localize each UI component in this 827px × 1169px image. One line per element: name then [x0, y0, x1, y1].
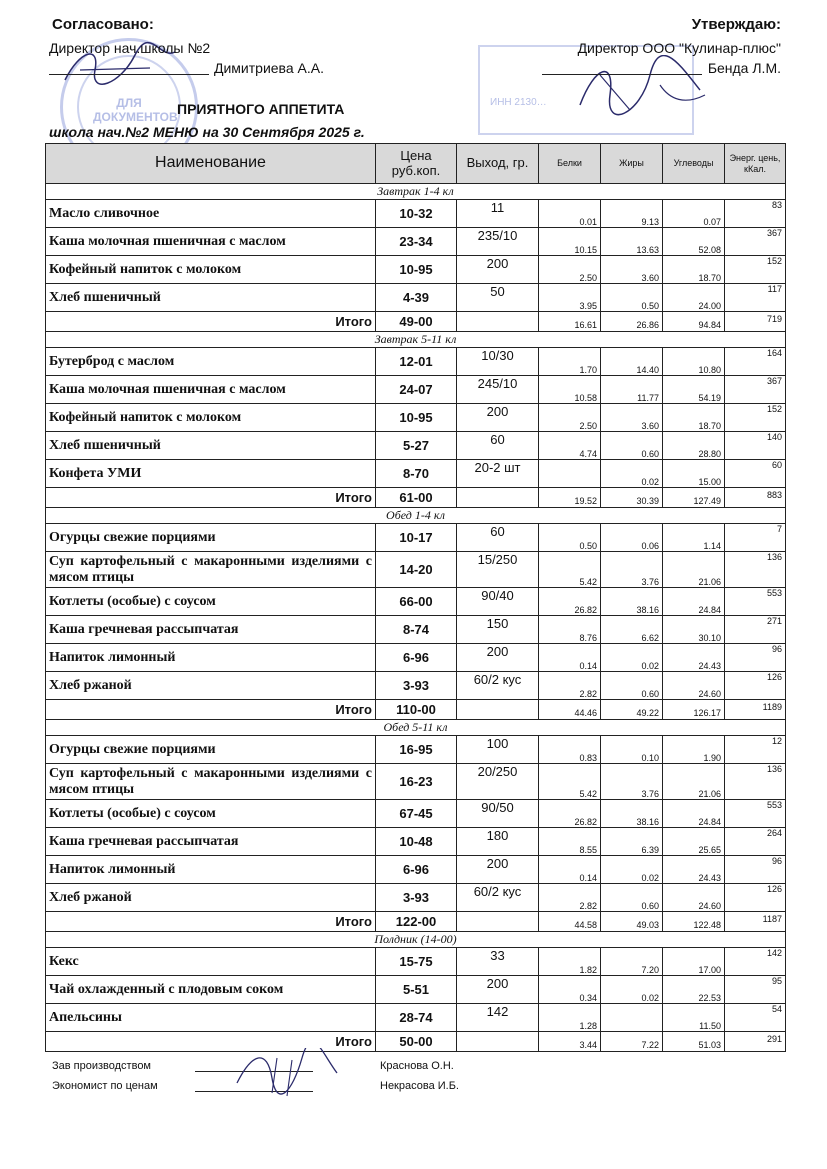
dish-carbs: 24.43: [663, 644, 725, 672]
total-protein: 19.52: [539, 488, 601, 508]
table-row: [46, 284, 786, 312]
dish-name: Хлеб ржаной: [46, 884, 376, 912]
dish-carbs: 21.06: [663, 764, 725, 800]
table-row: [46, 552, 786, 588]
dish-price: 16-95: [376, 736, 457, 764]
company-stamp-text: ИНН 2130…: [490, 97, 547, 108]
section-title: Полдник (14-00): [46, 932, 786, 948]
dish-kcal: 7: [725, 524, 786, 552]
total-output-empty: [457, 312, 539, 332]
dish-name: Масло сливочное: [46, 200, 376, 228]
dish-kcal: 136: [725, 764, 786, 800]
dish-kcal: 136: [725, 552, 786, 588]
table-row: [46, 348, 786, 376]
dish-price: 66-00: [376, 588, 457, 616]
dish-price: 3-93: [376, 884, 457, 912]
dish-price: 10-48: [376, 828, 457, 856]
dish-price: 12-01: [376, 348, 457, 376]
dish-output: 100: [457, 736, 539, 764]
dish-name: Каша молочная пшеничная с маслом: [46, 376, 376, 404]
dish-carbs: 21.06: [663, 552, 725, 588]
column-energy: Энерг. цень, кКал.: [725, 144, 786, 184]
dish-carbs: 24.43: [663, 856, 725, 884]
slogan: ПРИЯТНОГО АППЕТИТА: [177, 101, 345, 117]
dish-fat: 3.60: [601, 404, 663, 432]
dish-carbs: 25.65: [663, 828, 725, 856]
dish-fat: 6.39: [601, 828, 663, 856]
dish-name: Котлеты (особые) с соусом: [46, 588, 376, 616]
total-row: [46, 700, 786, 720]
dish-kcal: 264: [725, 828, 786, 856]
section-row: [46, 932, 786, 948]
dish-output: 60/2 кус: [457, 884, 539, 912]
dish-output: 142: [457, 1004, 539, 1032]
section-row: [46, 184, 786, 200]
dish-name: Каша гречневая рассыпчатая: [46, 828, 376, 856]
total-row: [46, 912, 786, 932]
dish-carbs: 24.84: [663, 588, 725, 616]
dish-name: Напиток лимонный: [46, 856, 376, 884]
approved-left-position: Директор нач.школы №2: [49, 40, 211, 56]
total-price: 49-00: [376, 312, 457, 332]
total-carbs: 51.03: [663, 1032, 725, 1052]
dish-price: 3-93: [376, 672, 457, 700]
total-output-empty: [457, 912, 539, 932]
dish-price: 10-95: [376, 404, 457, 432]
dish-carbs: 18.70: [663, 404, 725, 432]
dish-output: 11: [457, 200, 539, 228]
total-label: Итого: [46, 1032, 376, 1052]
column-fat: Жиры: [601, 144, 663, 184]
dish-fat: 3.60: [601, 256, 663, 284]
dish-protein: 8.55: [539, 828, 601, 856]
total-kcal: 1189: [725, 700, 786, 720]
total-fat: 49.22: [601, 700, 663, 720]
dish-name: Чай охлажденный с плодовым соком: [46, 976, 376, 1004]
dish-protein: 2.50: [539, 256, 601, 284]
dish-protein: 0.34: [539, 976, 601, 1004]
total-row: [46, 312, 786, 332]
dish-name: Конфета УМИ: [46, 460, 376, 488]
dish-output: 60: [457, 432, 539, 460]
dish-kcal: 152: [725, 404, 786, 432]
approved-right-position: Директор ООО "Кулинар-плюс": [577, 40, 781, 56]
dish-fat: 6.62: [601, 616, 663, 644]
total-output-empty: [457, 488, 539, 508]
table-row: [46, 616, 786, 644]
dish-fat: 0.60: [601, 432, 663, 460]
table-row: [46, 764, 786, 800]
dish-protein: 5.42: [539, 764, 601, 800]
dish-output: 200: [457, 404, 539, 432]
dish-name: Напиток лимонный: [46, 644, 376, 672]
dish-price: 23-34: [376, 228, 457, 256]
dish-protein: 2.50: [539, 404, 601, 432]
dish-output: 200: [457, 976, 539, 1004]
dish-output: 20/250: [457, 764, 539, 800]
dish-kcal: 95: [725, 976, 786, 1004]
dish-output: 180: [457, 828, 539, 856]
dish-name: Котлеты (особые) с соусом: [46, 800, 376, 828]
dish-protein: 8.76: [539, 616, 601, 644]
dish-fat: 0.60: [601, 672, 663, 700]
dish-carbs: 1.90: [663, 736, 725, 764]
dish-protein: 4.74: [539, 432, 601, 460]
dish-output: 20-2 шт: [457, 460, 539, 488]
dish-fat: 0.06: [601, 524, 663, 552]
dish-price: 15-75: [376, 948, 457, 976]
dish-carbs: 24.00: [663, 284, 725, 312]
dish-price: 10-95: [376, 256, 457, 284]
dish-protein: 26.82: [539, 588, 601, 616]
dish-fat: 0.02: [601, 856, 663, 884]
dish-output: 200: [457, 644, 539, 672]
dish-carbs: 0.07: [663, 200, 725, 228]
total-kcal: 1187: [725, 912, 786, 932]
dish-carbs: 30.10: [663, 616, 725, 644]
right-signature-line: [542, 74, 702, 75]
total-row: [46, 1032, 786, 1052]
table-row: [46, 460, 786, 488]
total-kcal: 291: [725, 1032, 786, 1052]
dish-protein: 2.82: [539, 884, 601, 912]
total-price: 50-00: [376, 1032, 457, 1052]
dish-name: Хлеб ржаной: [46, 672, 376, 700]
dish-name: Кофейный напиток с молоком: [46, 256, 376, 284]
total-fat: 30.39: [601, 488, 663, 508]
dish-carbs: 18.70: [663, 256, 725, 284]
dish-carbs: 1.14: [663, 524, 725, 552]
dish-fat: 38.16: [601, 800, 663, 828]
dish-output: 200: [457, 256, 539, 284]
total-protein: 3.44: [539, 1032, 601, 1052]
total-kcal: 719: [725, 312, 786, 332]
dish-fat: 38.16: [601, 588, 663, 616]
dish-output: 150: [457, 616, 539, 644]
dish-price: 10-17: [376, 524, 457, 552]
approved-left-signatory: Димитриева А.А.: [214, 60, 324, 76]
column-output: Выход, гр.: [457, 144, 539, 184]
total-protein: 16.61: [539, 312, 601, 332]
dish-kcal: 96: [725, 644, 786, 672]
total-output-empty: [457, 700, 539, 720]
footer: [52, 1060, 792, 1100]
dish-carbs: 10.80: [663, 348, 725, 376]
dish-price: 6-96: [376, 644, 457, 672]
dish-name: Суп картофельный с макаронными изделиями с мясом птицы: [46, 764, 376, 800]
menu-table: [45, 143, 786, 1052]
dish-kcal: 271: [725, 616, 786, 644]
dish-fat: 0.10: [601, 736, 663, 764]
dish-output: 60/2 кус: [457, 672, 539, 700]
column-carbs: Углеводы: [663, 144, 725, 184]
dish-name: Огурцы свежие порциями: [46, 736, 376, 764]
dish-fat: 0.50: [601, 284, 663, 312]
dish-price: 28-74: [376, 1004, 457, 1032]
dish-kcal: 164: [725, 348, 786, 376]
table-row: [46, 644, 786, 672]
dish-output: 200: [457, 856, 539, 884]
dish-output: 33: [457, 948, 539, 976]
total-price: 61-00: [376, 488, 457, 508]
dish-protein: 10.58: [539, 376, 601, 404]
dish-price: 6-96: [376, 856, 457, 884]
section-row: [46, 508, 786, 524]
total-label: Итого: [46, 312, 376, 332]
signature-right: [570, 55, 710, 125]
table-row: [46, 432, 786, 460]
dish-output: 10/30: [457, 348, 539, 376]
dish-kcal: 367: [725, 228, 786, 256]
table-row: [46, 976, 786, 1004]
dish-fat: 0.02: [601, 460, 663, 488]
table-row: [46, 588, 786, 616]
dish-fat: 9.13: [601, 200, 663, 228]
dish-kcal: 126: [725, 884, 786, 912]
dish-kcal: 126: [725, 672, 786, 700]
dish-fat: 0.02: [601, 976, 663, 1004]
total-label: Итого: [46, 700, 376, 720]
dish-fat: [601, 1004, 663, 1032]
dish-name: Бутерброд с маслом: [46, 348, 376, 376]
total-price: 110-00: [376, 700, 457, 720]
dish-carbs: 54.19: [663, 376, 725, 404]
dish-output: 60: [457, 524, 539, 552]
table-row: [46, 856, 786, 884]
table-row: [46, 524, 786, 552]
dish-price: 14-20: [376, 552, 457, 588]
dish-kcal: 12: [725, 736, 786, 764]
section-row: [46, 332, 786, 348]
dish-carbs: 22.53: [663, 976, 725, 1004]
dish-output: 245/10: [457, 376, 539, 404]
dish-protein: 5.42: [539, 552, 601, 588]
footer-role-economist: Экономист по ценам: [52, 1080, 158, 1092]
dish-carbs: 11.50: [663, 1004, 725, 1032]
dish-fat: 0.02: [601, 644, 663, 672]
section-title: Обед 1-4 кл: [46, 508, 786, 524]
footer-name-economist: Некрасова И.Б.: [380, 1080, 459, 1092]
column-protein: Белки: [539, 144, 601, 184]
total-output-empty: [457, 1032, 539, 1052]
dish-kcal: 140: [725, 432, 786, 460]
table-row: [46, 828, 786, 856]
approved-right-signatory: Бенда Л.М.: [707, 60, 781, 76]
dish-price: 24-07: [376, 376, 457, 404]
dish-name: Каша молочная пшеничная с маслом: [46, 228, 376, 256]
round-stamp-text: ДЛЯ ДОКУМЕНТОВ: [93, 96, 178, 124]
total-protein: 44.46: [539, 700, 601, 720]
dish-kcal: 142: [725, 948, 786, 976]
column-name: Наименование: [46, 144, 376, 184]
dish-kcal: 553: [725, 588, 786, 616]
section-title: Завтрак 1-4 кл: [46, 184, 786, 200]
table-row: [46, 948, 786, 976]
dish-protein: 2.82: [539, 672, 601, 700]
dish-kcal: 54: [725, 1004, 786, 1032]
dish-kcal: 117: [725, 284, 786, 312]
total-label: Итого: [46, 912, 376, 932]
table-row: [46, 672, 786, 700]
dish-name: Апельсины: [46, 1004, 376, 1032]
dish-name: Кекс: [46, 948, 376, 976]
dish-name: Кофейный напиток с молоком: [46, 404, 376, 432]
dish-protein: 1.82: [539, 948, 601, 976]
section-row: [46, 720, 786, 736]
dish-price: 5-51: [376, 976, 457, 1004]
left-signature-line: [49, 74, 209, 75]
dish-protein: 0.83: [539, 736, 601, 764]
dish-price: 67-45: [376, 800, 457, 828]
dish-carbs: 24.60: [663, 672, 725, 700]
dish-carbs: 28.80: [663, 432, 725, 460]
dish-output: 50: [457, 284, 539, 312]
table-row: [46, 228, 786, 256]
dish-protein: 0.50: [539, 524, 601, 552]
total-fat: 26.86: [601, 312, 663, 332]
dish-carbs: 15.00: [663, 460, 725, 488]
dish-protein: 10.15: [539, 228, 601, 256]
dish-fat: 13.63: [601, 228, 663, 256]
dish-name: Хлеб пшеничный: [46, 284, 376, 312]
table-row: [46, 200, 786, 228]
table-row: [46, 800, 786, 828]
dish-fat: 3.76: [601, 552, 663, 588]
total-carbs: 127.49: [663, 488, 725, 508]
table-row: [46, 256, 786, 284]
section-title: Завтрак 5-11 кл: [46, 332, 786, 348]
dish-fat: 0.60: [601, 884, 663, 912]
dish-price: 8-74: [376, 616, 457, 644]
dish-name: Хлеб пшеничный: [46, 432, 376, 460]
dish-fat: 7.20: [601, 948, 663, 976]
approved-right-title: Утверждаю:: [691, 16, 781, 33]
dish-carbs: 17.00: [663, 948, 725, 976]
table-row: [46, 1004, 786, 1032]
dish-protein: 0.01: [539, 200, 601, 228]
dish-kcal: 60: [725, 460, 786, 488]
total-carbs: 94.84: [663, 312, 725, 332]
dish-fat: 3.76: [601, 764, 663, 800]
dish-price: 5-27: [376, 432, 457, 460]
dish-carbs: 52.08: [663, 228, 725, 256]
dish-price: 10-32: [376, 200, 457, 228]
dish-kcal: 152: [725, 256, 786, 284]
dish-protein: 26.82: [539, 800, 601, 828]
total-carbs: 126.17: [663, 700, 725, 720]
table-row: [46, 736, 786, 764]
dish-protein: 0.14: [539, 856, 601, 884]
dish-name: Суп картофельный с макаронными изделиями с мясом птицы: [46, 552, 376, 588]
footer-name-production: Краснова О.Н.: [380, 1060, 454, 1072]
table-row: [46, 404, 786, 432]
dish-price: 16-23: [376, 764, 457, 800]
dish-name: Огурцы свежие порциями: [46, 524, 376, 552]
dish-carbs: 24.60: [663, 884, 725, 912]
table-row: [46, 884, 786, 912]
dish-fat: 11.77: [601, 376, 663, 404]
column-price: Цена руб.коп.: [376, 144, 457, 184]
dish-protein: [539, 460, 601, 488]
dish-protein: 1.70: [539, 348, 601, 376]
total-kcal: 883: [725, 488, 786, 508]
dish-output: 90/40: [457, 588, 539, 616]
total-protein: 44.58: [539, 912, 601, 932]
dish-kcal: 367: [725, 376, 786, 404]
table-row: [46, 376, 786, 404]
dish-fat: 14.40: [601, 348, 663, 376]
table-header-row: [46, 144, 786, 184]
dish-protein: 3.95: [539, 284, 601, 312]
dish-kcal: 553: [725, 800, 786, 828]
menu-title: школа нач.№2 МЕНЮ на 30 Сентября 2025 г.: [49, 124, 365, 140]
dish-carbs: 24.84: [663, 800, 725, 828]
approved-left-title: Согласовано:: [52, 16, 154, 33]
dish-name: Каша гречневая рассыпчатая: [46, 616, 376, 644]
dish-output: 90/50: [457, 800, 539, 828]
footer-role-production: Зав производством: [52, 1060, 151, 1072]
section-title: Обед 5-11 кл: [46, 720, 786, 736]
total-row: [46, 488, 786, 508]
dish-kcal: 96: [725, 856, 786, 884]
dish-price: 8-70: [376, 460, 457, 488]
total-fat: 7.22: [601, 1032, 663, 1052]
dish-kcal: 83: [725, 200, 786, 228]
total-price: 122-00: [376, 912, 457, 932]
footer-signature: [232, 1048, 342, 1098]
dish-protein: 0.14: [539, 644, 601, 672]
menu-table-body: [46, 184, 786, 1052]
dish-output: 235/10: [457, 228, 539, 256]
total-fat: 49.03: [601, 912, 663, 932]
dish-output: 15/250: [457, 552, 539, 588]
dish-price: 4-39: [376, 284, 457, 312]
total-carbs: 122.48: [663, 912, 725, 932]
total-label: Итого: [46, 488, 376, 508]
dish-protein: 1.28: [539, 1004, 601, 1032]
